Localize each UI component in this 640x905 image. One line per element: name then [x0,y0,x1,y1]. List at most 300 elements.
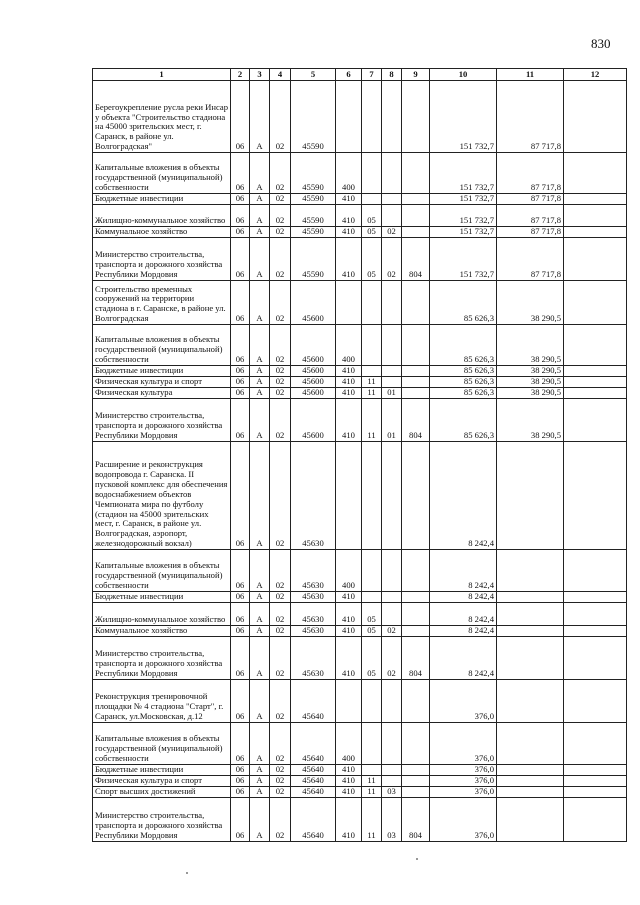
target-item-cell: 45590 [291,194,336,205]
target-item-cell: 45640 [291,765,336,776]
amount-col10-cell: 85 626,3 [430,377,497,388]
subprogram-code-cell: 02 [270,603,291,626]
row-name-cell: Бюджетные инвестиции [93,194,231,205]
amount-col11-cell: 87 717,8 [497,238,564,281]
program-code-cell: А [250,205,270,227]
target-item-cell: 45600 [291,399,336,442]
subchapter-cell [382,592,402,603]
amount-col11-cell [497,723,564,765]
amount-col10-cell: 376,0 [430,787,497,798]
amount-col12-cell [564,81,627,153]
expense-type-cell: 410 [336,637,362,680]
amount-col10-cell: 376,0 [430,798,497,842]
ministry-code-cell [402,227,430,238]
section-code-cell: 06 [231,787,250,798]
program-code-cell: А [250,550,270,592]
chapter-cell [362,281,382,325]
column-header: 3 [250,69,270,81]
ministry-code-cell [402,626,430,637]
row-name-cell: Расширение и реконструкция водопровода г. Саранска. II пусковой комплекс для обеспечения водоснабжением объектов Чемпионата мира по футболу (стадион на 45000 зрительских мест, г. Саранск, в районе ул. Волгоградская, аэропорт, железнодорожный вокзал) [93,442,231,550]
amount-col10-cell: 8 242,4 [430,592,497,603]
expense-type-cell: 410 [336,776,362,787]
amount-col12-cell [564,550,627,592]
subchapter-cell: 03 [382,787,402,798]
amount-col12-cell [564,325,627,366]
column-header: 7 [362,69,382,81]
subprogram-code-cell: 02 [270,592,291,603]
target-item-cell: 45590 [291,238,336,281]
amount-col12-cell [564,153,627,194]
program-code-cell: А [250,603,270,626]
amount-col12-cell [564,626,627,637]
subprogram-code-cell: 02 [270,153,291,194]
target-item-cell: 45640 [291,776,336,787]
subchapter-cell [382,442,402,550]
program-code-cell: А [250,388,270,399]
target-item-cell: 45640 [291,798,336,842]
subchapter-cell [382,377,402,388]
table-row [93,325,627,366]
target-item-cell: 45600 [291,281,336,325]
section-code-cell: 06 [231,388,250,399]
subchapter-cell [382,153,402,194]
chapter-cell: 11 [362,787,382,798]
table-row [93,227,627,238]
table-row [93,776,627,787]
table-row [93,194,627,205]
expense-type-cell: 410 [336,765,362,776]
row-name-cell: Жилищно-коммунальное хозяйство [93,205,231,227]
row-name-cell: Коммунальное хозяйство [93,227,231,238]
amount-col12-cell [564,205,627,227]
amount-col10-cell: 376,0 [430,680,497,723]
subchapter-cell [382,723,402,765]
program-code-cell: А [250,227,270,238]
subprogram-code-cell: 02 [270,238,291,281]
program-code-cell: А [250,798,270,842]
chapter-cell: 11 [362,399,382,442]
section-code-cell: 06 [231,550,250,592]
expense-type-cell: 410 [336,798,362,842]
subchapter-cell: 02 [382,227,402,238]
ministry-code-cell [402,776,430,787]
program-code-cell: А [250,442,270,550]
column-header: 11 [497,69,564,81]
section-code-cell: 06 [231,366,250,377]
chapter-cell [362,765,382,776]
chapter-cell: 05 [362,227,382,238]
subchapter-cell: 02 [382,238,402,281]
row-name-cell: Коммунальное хозяйство [93,626,231,637]
chapter-cell [362,592,382,603]
amount-col11-cell [497,550,564,592]
section-code-cell: 06 [231,603,250,626]
row-name-cell: Министерство строительства, транспорта и дорожного хозяйства Республики Мордовия [93,637,231,680]
row-name-cell: Бюджетные инвестиции [93,765,231,776]
amount-col11-cell [497,603,564,626]
table-row [93,153,627,194]
column-header: 6 [336,69,362,81]
table-row [93,388,627,399]
amount-col12-cell [564,366,627,377]
program-code-cell: А [250,592,270,603]
target-item-cell: 45630 [291,550,336,592]
table-row [93,765,627,776]
amount-col11-cell: 38 290,5 [497,388,564,399]
program-code-cell: А [250,81,270,153]
amount-col10-cell: 85 626,3 [430,325,497,366]
program-code-cell: А [250,723,270,765]
amount-col10-cell: 151 732,7 [430,238,497,281]
chapter-cell [362,550,382,592]
section-code-cell: 06 [231,205,250,227]
program-code-cell: А [250,765,270,776]
amount-col11-cell: 87 717,8 [497,227,564,238]
budget-table [92,68,627,842]
table-row [93,680,627,723]
chapter-cell [362,723,382,765]
amount-col12-cell [564,194,627,205]
amount-col10-cell: 85 626,3 [430,388,497,399]
target-item-cell: 45640 [291,680,336,723]
amount-col11-cell [497,637,564,680]
chapter-cell: 05 [362,238,382,281]
expense-type-cell [336,680,362,723]
expense-type-cell: 400 [336,723,362,765]
subchapter-cell: 02 [382,637,402,680]
program-code-cell: А [250,194,270,205]
program-code-cell: А [250,787,270,798]
amount-col10-cell: 8 242,4 [430,626,497,637]
target-item-cell: 45630 [291,626,336,637]
section-code-cell: 06 [231,765,250,776]
table-row [93,238,627,281]
ministry-code-cell: 804 [402,238,430,281]
subprogram-code-cell: 02 [270,194,291,205]
amount-col10-cell: 85 626,3 [430,366,497,377]
subchapter-cell [382,366,402,377]
ministry-code-cell [402,281,430,325]
subprogram-code-cell: 02 [270,227,291,238]
ministry-code-cell: 804 [402,399,430,442]
target-item-cell: 45600 [291,377,336,388]
section-code-cell: 06 [231,442,250,550]
subprogram-code-cell: 02 [270,626,291,637]
subprogram-code-cell: 02 [270,680,291,723]
section-code-cell: 06 [231,723,250,765]
program-code-cell: А [250,366,270,377]
subchapter-cell [382,81,402,153]
ministry-code-cell [402,723,430,765]
target-item-cell: 45600 [291,325,336,366]
table-row [93,787,627,798]
ministry-code-cell [402,442,430,550]
subchapter-cell [382,325,402,366]
ministry-code-cell [402,592,430,603]
expense-type-cell: 410 [336,787,362,798]
subchapter-cell [382,765,402,776]
amount-col12-cell [564,388,627,399]
target-item-cell: 45590 [291,81,336,153]
amount-col11-cell: 87 717,8 [497,81,564,153]
table-row [93,281,627,325]
subchapter-cell [382,194,402,205]
ministry-code-cell [402,153,430,194]
chapter-cell [362,81,382,153]
amount-col12-cell [564,765,627,776]
expense-type-cell: 410 [336,238,362,281]
subchapter-cell [382,281,402,325]
amount-col11-cell: 38 290,5 [497,281,564,325]
expense-type-cell: 410 [336,626,362,637]
chapter-cell: 11 [362,388,382,399]
amount-col11-cell [497,680,564,723]
program-code-cell: А [250,281,270,325]
section-code-cell: 06 [231,194,250,205]
amount-col10-cell: 376,0 [430,776,497,787]
section-code-cell: 06 [231,776,250,787]
amount-col11-cell: 87 717,8 [497,194,564,205]
expense-type-cell: 410 [336,205,362,227]
amount-col12-cell [564,798,627,842]
amount-col11-cell: 38 290,5 [497,399,564,442]
subchapter-cell [382,205,402,227]
ministry-code-cell [402,325,430,366]
row-name-cell: Капитальные вложения в объекты государственной (муниципальной) собственности [93,153,231,194]
chapter-cell: 11 [362,776,382,787]
amount-col10-cell: 8 242,4 [430,550,497,592]
chapter-cell: 11 [362,798,382,842]
row-name-cell: Спорт высших достижений [93,787,231,798]
amount-col11-cell: 38 290,5 [497,377,564,388]
program-code-cell: А [250,153,270,194]
row-name-cell: Министерство строительства, транспорта и дорожного хозяйства Республики Мордовия [93,399,231,442]
row-name-cell: Физическая культура [93,388,231,399]
section-code-cell: 06 [231,626,250,637]
subchapter-cell [382,603,402,626]
table-row [93,377,627,388]
table-row [93,637,627,680]
amount-col10-cell: 8 242,4 [430,442,497,550]
amount-col10-cell: 151 732,7 [430,227,497,238]
amount-col12-cell [564,281,627,325]
scan-speck [186,872,188,874]
ministry-code-cell [402,194,430,205]
subprogram-code-cell: 02 [270,399,291,442]
page-number: 830 [591,36,611,51]
row-name-cell: Берегоукрепление русла реки Инсар у объекта "Строительство стадиона на 45000 зрительских мест, г. Саранск, в районе ул. Волгоградская" [93,81,231,153]
table-row [93,626,627,637]
amount-col12-cell [564,442,627,550]
section-code-cell: 06 [231,592,250,603]
amount-col10-cell: 151 732,7 [430,194,497,205]
program-code-cell: А [250,680,270,723]
amount-col12-cell [564,238,627,281]
table-row [93,550,627,592]
amount-col11-cell: 87 717,8 [497,153,564,194]
section-code-cell: 06 [231,238,250,281]
amount-col12-cell [564,680,627,723]
section-code-cell: 06 [231,637,250,680]
row-name-cell: Жилищно-коммунальное хозяйство [93,603,231,626]
ministry-code-cell [402,550,430,592]
program-code-cell: А [250,776,270,787]
amount-col12-cell [564,723,627,765]
table-header-row [93,69,627,81]
section-code-cell: 06 [231,680,250,723]
ministry-code-cell [402,388,430,399]
amount-col11-cell [497,776,564,787]
table-row [93,366,627,377]
row-name-cell: Реконструкция тренировочной площадки № 4 стадиона "Старт", г. Саранск, ул.Московская, д.12 [93,680,231,723]
column-header: 5 [291,69,336,81]
subprogram-code-cell: 02 [270,442,291,550]
subchapter-cell [382,776,402,787]
section-code-cell: 06 [231,325,250,366]
section-code-cell: 06 [231,798,250,842]
column-header: 2 [231,69,250,81]
amount-col11-cell [497,787,564,798]
amount-col11-cell [497,442,564,550]
program-code-cell: А [250,399,270,442]
subchapter-cell: 01 [382,399,402,442]
target-item-cell: 45630 [291,442,336,550]
amount-col11-cell [497,798,564,842]
table-row [93,723,627,765]
chapter-cell [362,194,382,205]
subchapter-cell: 02 [382,626,402,637]
amount-col11-cell [497,592,564,603]
expense-type-cell: 410 [336,592,362,603]
section-code-cell: 06 [231,281,250,325]
section-code-cell: 06 [231,377,250,388]
table-row [93,81,627,153]
expense-type-cell: 410 [336,603,362,626]
row-name-cell: Капитальные вложения в объекты государственной (муниципальной) собственности [93,723,231,765]
chapter-cell: 05 [362,637,382,680]
column-header: 1 [93,69,231,81]
amount-col12-cell [564,227,627,238]
column-header: 8 [382,69,402,81]
expense-type-cell [336,281,362,325]
chapter-cell [362,680,382,723]
subprogram-code-cell: 02 [270,776,291,787]
target-item-cell: 45640 [291,787,336,798]
section-code-cell: 06 [231,81,250,153]
ministry-code-cell [402,81,430,153]
subprogram-code-cell: 02 [270,377,291,388]
column-header: 9 [402,69,430,81]
ministry-code-cell [402,787,430,798]
target-item-cell: 45590 [291,227,336,238]
amount-col12-cell [564,637,627,680]
table-row [93,205,627,227]
row-name-cell: Бюджетные инвестиции [93,366,231,377]
column-header: 4 [270,69,291,81]
amount-col11-cell: 38 290,5 [497,325,564,366]
amount-col12-cell [564,592,627,603]
ministry-code-cell: 804 [402,798,430,842]
amount-col10-cell: 85 626,3 [430,281,497,325]
row-name-cell: Строительство временных сооружений на территории стадиона в г. Саранске, в районе ул. Волгоградская [93,281,231,325]
row-name-cell: Министерство строительства, транспорта и дорожного хозяйства Республики Мордовия [93,238,231,281]
program-code-cell: А [250,377,270,388]
target-item-cell: 45640 [291,723,336,765]
chapter-cell [362,366,382,377]
ministry-code-cell [402,603,430,626]
row-name-cell: Капитальные вложения в объекты государственной (муниципальной) собственности [93,550,231,592]
subprogram-code-cell: 02 [270,388,291,399]
expense-type-cell: 400 [336,550,362,592]
expense-type-cell: 410 [336,388,362,399]
expense-type-cell [336,81,362,153]
program-code-cell: А [250,325,270,366]
target-item-cell: 45630 [291,592,336,603]
chapter-cell: 05 [362,626,382,637]
table-row [93,592,627,603]
program-code-cell: А [250,637,270,680]
ministry-code-cell [402,680,430,723]
expense-type-cell [336,442,362,550]
row-name-cell: Бюджетные инвестиции [93,592,231,603]
section-code-cell: 06 [231,227,250,238]
ministry-code-cell [402,765,430,776]
amount-col10-cell: 151 732,7 [430,153,497,194]
table-row [93,399,627,442]
row-name-cell: Физическая культура и спорт [93,377,231,388]
table-row [93,603,627,626]
chapter-cell [362,442,382,550]
subprogram-code-cell: 02 [270,325,291,366]
subchapter-cell: 01 [382,388,402,399]
amount-col12-cell [564,776,627,787]
subprogram-code-cell: 02 [270,81,291,153]
target-item-cell: 45590 [291,205,336,227]
amount-col11-cell [497,765,564,776]
expense-type-cell: 410 [336,366,362,377]
section-code-cell: 06 [231,153,250,194]
target-item-cell: 45600 [291,366,336,377]
amount-col12-cell [564,603,627,626]
row-name-cell: Министерство строительства, транспорта и дорожного хозяйства Республики Мордовия [93,798,231,842]
table-row [93,442,627,550]
subprogram-code-cell: 02 [270,550,291,592]
amount-col10-cell: 151 732,7 [430,81,497,153]
amount-col11-cell: 38 290,5 [497,366,564,377]
scan-speck [416,858,418,860]
program-code-cell: А [250,238,270,281]
expense-type-cell: 400 [336,325,362,366]
amount-col10-cell: 376,0 [430,723,497,765]
subchapter-cell: 03 [382,798,402,842]
expense-type-cell: 410 [336,227,362,238]
column-header: 12 [564,69,627,81]
program-code-cell: А [250,626,270,637]
table-row [93,798,627,842]
amount-col10-cell: 85 626,3 [430,399,497,442]
subchapter-cell [382,680,402,723]
amount-col12-cell [564,787,627,798]
chapter-cell: 11 [362,377,382,388]
chapter-cell: 05 [362,603,382,626]
expense-type-cell: 410 [336,377,362,388]
amount-col10-cell: 8 242,4 [430,603,497,626]
subprogram-code-cell: 02 [270,798,291,842]
subprogram-code-cell: 02 [270,765,291,776]
ministry-code-cell [402,377,430,388]
table-body [93,81,627,842]
amount-col10-cell: 8 242,4 [430,637,497,680]
